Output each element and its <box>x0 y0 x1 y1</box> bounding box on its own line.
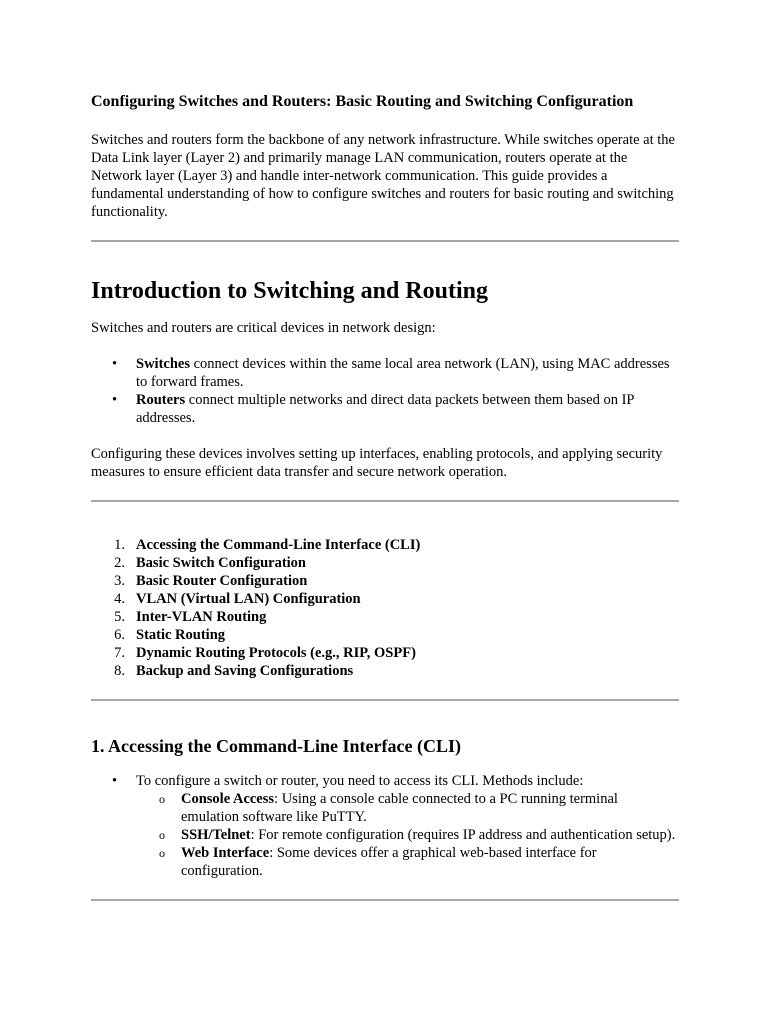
divider-4 <box>91 899 679 901</box>
list-item-routers <box>91 391 679 427</box>
sub-bullet-icon: o <box>159 792 165 806</box>
toc-label: Backup and Saving Configurations <box>136 663 354 679</box>
toc-label: Basic Router Configuration <box>136 573 308 589</box>
table-of-contents <box>91 536 679 680</box>
toc-label: Accessing the Command-Line Interface (CLI) <box>136 537 421 553</box>
toc-number: 1. <box>114 537 125 553</box>
cli-method-list <box>136 790 679 880</box>
toc-item <box>91 608 679 626</box>
term-switches: Switches <box>136 356 190 372</box>
desc-ssh-telnet: : For remote configuration (requires IP address and authentication setup). <box>250 827 676 843</box>
toc-number: 4. <box>114 591 125 607</box>
toc-label: Static Routing <box>136 627 226 643</box>
toc-label: Dynamic Routing Protocols (e.g., RIP, OSPF) <box>136 645 416 661</box>
toc-item <box>91 644 679 662</box>
desc-switches: connect devices within the same local area network (LAN), using MAC addresses to forward frames. <box>136 356 670 390</box>
list-item-switches <box>91 355 679 391</box>
document-title: Configuring Switches and Routers: Basic Routing and Switching Configuration <box>91 93 634 110</box>
toc-item <box>91 626 679 644</box>
toc-item <box>91 572 679 590</box>
method-console <box>136 790 679 826</box>
intro-paragraph: Switches and routers form the backbone of any network infrastructure. While switches operate at the Data Link layer (Layer 2) and primarily manage LAN communication, routers operate at the Network layer (Layer 3) and handle inter-network communication. This guide provides a fundamental understanding of how to configure switches and routers for basic routing and switching functionality. <box>91 132 675 220</box>
term-ssh-telnet: SSH/Telnet <box>181 827 251 843</box>
desc-routers: connect multiple networks and direct data packets between them based on IP addresses. <box>136 392 634 426</box>
divider-2 <box>91 500 679 502</box>
toc-item <box>91 536 679 554</box>
intro-closing-paragraph: Configuring these devices involves setting up interfaces, enabling protocols, and applying security measures to ensure efficient data transfer and secure network operation. <box>91 446 663 480</box>
term-console-access: Console Access <box>181 791 275 807</box>
sub-bullet-icon: o <box>159 846 165 860</box>
toc-number: 5. <box>114 609 125 625</box>
sub-bullet-icon: o <box>159 828 165 842</box>
toc-label: VLAN (Virtual LAN) Configuration <box>136 591 361 607</box>
toc-item <box>91 554 679 572</box>
bullet-icon: • <box>112 392 118 408</box>
device-list <box>91 355 679 427</box>
toc-item <box>91 662 679 680</box>
toc-number: 2. <box>114 555 125 571</box>
cli-methods-text: To configure a switch or router, you need to access its CLI. Methods include: <box>136 773 584 789</box>
toc-number: 3. <box>114 573 125 589</box>
toc-number: 7. <box>114 645 125 661</box>
list-item-cli-methods <box>91 772 679 880</box>
divider-1 <box>91 240 679 242</box>
method-web-interface <box>136 844 679 880</box>
bullet-icon: • <box>112 356 118 372</box>
toc-item <box>91 590 679 608</box>
divider-3 <box>91 699 679 701</box>
bullet-icon: • <box>112 773 118 789</box>
desc-console-access: : Using a console cable connected to a PC running terminal emulation software like PuTTY. <box>181 791 618 825</box>
section-heading-cli: 1. Accessing the Command-Line Interface (CLI) <box>91 736 461 756</box>
method-ssh-telnet <box>136 826 679 844</box>
toc-label: Inter-VLAN Routing <box>136 609 267 625</box>
term-routers: Routers <box>136 392 186 408</box>
section-heading-introduction: Introduction to Switching and Routing <box>91 278 488 304</box>
term-web-interface: Web Interface <box>181 845 270 861</box>
desc-web-interface: : Some devices offer a graphical web-based interface for configuration. <box>181 845 597 879</box>
toc-label: Basic Switch Configuration <box>136 555 306 571</box>
document-content <box>91 92 679 901</box>
cli-list <box>91 772 679 880</box>
toc-number: 8. <box>114 663 125 679</box>
toc-number: 6. <box>114 627 125 643</box>
intro-lead-text: Switches and routers are critical devices in network design: <box>91 320 436 336</box>
